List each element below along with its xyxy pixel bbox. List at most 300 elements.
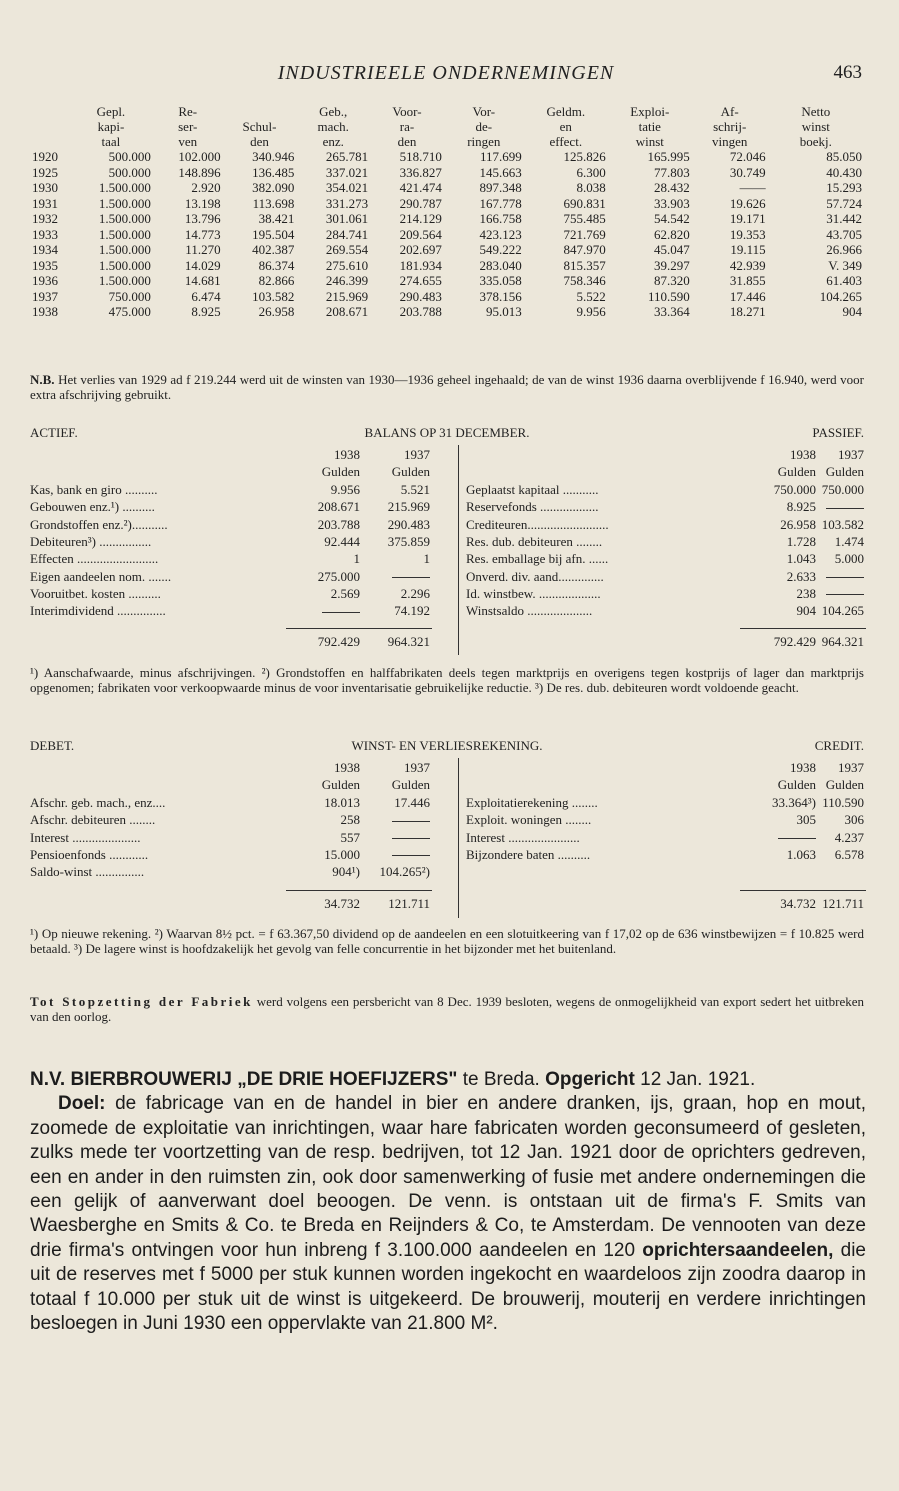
unit-heading: Gulden [391, 464, 430, 479]
account-label: Interimdividend ............... [30, 603, 166, 619]
account-value: 203.788 [317, 516, 360, 532]
value-cell: 758.346 [563, 273, 606, 288]
column-header-line: ringen [467, 134, 501, 149]
account-label: Pensioenfonds ............ [30, 846, 149, 862]
value-cell: 421.474 [399, 180, 442, 195]
year-cell: 1937 [32, 288, 58, 304]
account-value [392, 847, 430, 863]
value-cell: 62.820 [654, 226, 690, 242]
unit-heading: Gulden [321, 464, 360, 479]
value-cell: 38.421 [258, 211, 295, 226]
account-label: Interest ..................... [30, 829, 141, 845]
winst-footnote: ¹) Op nieuwe rekening. ²) Waarvan 8½ pct. = f 63.367,50 dividend op de aandeelen en een slotuitkeering van f 17,02 op de 636 winstbewijzen = f 10.825 werd betaald. ³) De lagere winst is hoofdzakelijk het gevolg van felle concurrentie in het bijzonder met het buitenland. [30, 926, 864, 956]
value-cell: 95.013 [486, 304, 522, 319]
table-row [30, 289, 864, 305]
account-value: 1.043 [786, 551, 816, 567]
account-value: 2.569 [330, 585, 360, 601]
account-value: 750.000 [821, 482, 864, 497]
year-cell: 1925 [32, 164, 58, 180]
value-cell: 336.827 [399, 164, 442, 180]
year-heading: 1937 [838, 760, 864, 775]
column-header-line: boekj. [799, 134, 832, 149]
account-label: Reservefonds .................. [466, 499, 599, 515]
value-cell: 45.047 [654, 242, 690, 257]
total-value: 121.711 [822, 895, 864, 911]
value-cell: 61.403 [826, 273, 862, 288]
value-cell: 1.500.000 [98, 211, 151, 226]
account-value: 15.000 [324, 846, 360, 862]
account-value: 2.296 [400, 585, 430, 601]
column-header-line: Voor- [392, 104, 422, 119]
account-value: 33.364³) [772, 795, 816, 810]
account-value: 4.237 [834, 829, 864, 845]
value-cell: 110.590 [648, 288, 690, 304]
account-value: 557 [340, 829, 360, 845]
value-cell: 86.374 [258, 257, 295, 273]
value-cell: 26.966 [826, 242, 862, 257]
value-cell: 269.554 [325, 242, 369, 257]
unit-heading: Gulden [391, 777, 430, 792]
company-entry [30, 1068, 866, 1336]
account-label: Id. winstbew. ................... [466, 585, 601, 601]
value-cell: 290.483 [399, 288, 442, 304]
year-cell: 1938 [32, 304, 58, 319]
table-row [30, 196, 864, 212]
value-cell: 17.446 [729, 288, 766, 304]
account-label: Res. dub. debiteuren ........ [466, 533, 603, 549]
value-cell: 77.803 [654, 164, 690, 180]
table-row [30, 242, 864, 258]
value-cell: 145.663 [479, 164, 522, 180]
value-cell: 274.655 [399, 273, 442, 288]
value-cell: 475.000 [108, 304, 151, 319]
account-value: 26.958 [780, 516, 816, 532]
value-cell: 283.040 [479, 257, 522, 273]
doel-paragraph [30, 1092, 866, 1336]
account-label: Crediteuren......................... [466, 516, 609, 532]
year-heading: 1938 [334, 760, 360, 775]
year-cell: 1931 [32, 195, 58, 211]
column-header-line: kapi- [97, 119, 125, 134]
value-cell: 28.432 [654, 180, 690, 195]
value-cell: 57.724 [826, 195, 862, 211]
account-value: 6.578 [834, 846, 864, 862]
account-value: 1.063 [786, 846, 816, 862]
value-cell: 13.198 [184, 195, 221, 211]
account-label: Bijzondere baten .......... [466, 846, 591, 862]
year-cell: 1920 [32, 149, 58, 164]
value-cell: 301.061 [325, 211, 369, 226]
doel-label: Doel: [58, 1093, 106, 1115]
account-value: 258 [340, 812, 360, 828]
table-row [30, 227, 864, 243]
value-cell: 290.787 [399, 195, 442, 211]
value-cell: 33.903 [654, 195, 690, 211]
column-header [69, 104, 153, 149]
account-label: Onverd. div. aand.............. [466, 568, 604, 584]
account-value [826, 569, 864, 585]
value-cell: 331.273 [325, 195, 369, 211]
value-cell: —— [739, 180, 766, 195]
value-cell: 42.939 [729, 257, 766, 273]
profit-loss-account [30, 738, 864, 918]
total-value: 964.321 [821, 634, 864, 650]
value-cell: 26.958 [258, 304, 295, 319]
unit-heading: Gulden [777, 777, 816, 792]
account-value: 305 [796, 812, 816, 828]
account-value: 306 [844, 812, 864, 828]
column-header-line: winst [635, 134, 664, 149]
value-cell: 31.855 [729, 273, 766, 288]
account-value: 2.633 [786, 568, 816, 584]
value-cell: 6.474 [191, 288, 221, 304]
year-cell: 1936 [32, 273, 58, 288]
value-cell: 113.698 [252, 195, 295, 211]
column-header-line: Netto [801, 104, 831, 119]
account-label: Afschr. debiteuren ........ [30, 812, 156, 828]
column-header-line: Gepl. [96, 104, 126, 119]
value-cell: V. 349 [828, 257, 862, 273]
value-cell: 1.500.000 [98, 195, 151, 211]
account-value: 18.013 [324, 795, 360, 810]
running-header [30, 62, 862, 92]
account-value: 5.521 [400, 482, 430, 497]
account-value: 238 [796, 585, 816, 601]
account-value [778, 830, 816, 846]
total-value: 34.732 [324, 895, 360, 911]
value-cell: 8.925 [191, 304, 221, 319]
table-row [30, 180, 864, 196]
account-label: Vooruitbet. kosten .......... [30, 585, 161, 601]
value-cell: 423.123 [479, 226, 522, 242]
value-cell: 847.970 [563, 242, 606, 257]
account-value: 1 [423, 551, 430, 567]
value-cell: 750.000 [108, 288, 151, 304]
account-label: Gebouwen enz.¹) .......... [30, 499, 155, 515]
founded-label: Opgericht [545, 1069, 635, 1090]
table-row [30, 149, 864, 165]
value-cell: 19.171 [729, 211, 766, 226]
column-header-line: taal [101, 134, 121, 149]
account-label: Winstsaldo .................... [466, 603, 593, 619]
value-cell: 102.000 [178, 149, 221, 164]
value-cell: 125.826 [563, 149, 606, 164]
column-header [608, 104, 692, 149]
column-header-line: schrij- [713, 119, 747, 134]
value-cell: 202.697 [399, 242, 442, 257]
year-cell: 1930 [32, 180, 58, 195]
table-row [30, 304, 864, 320]
year-heading: 1938 [790, 760, 816, 775]
value-cell: 208.671 [325, 304, 369, 319]
column-header-line: ser- [178, 119, 198, 134]
account-label: Afschr. geb. mach., enz.... [30, 795, 166, 810]
company-name: N.V. BIERBROUWERIJ „DE DRIE HOEFIJZERS" [30, 1069, 458, 1090]
value-cell: 13.796 [184, 211, 221, 226]
value-cell: 31.442 [826, 211, 862, 226]
year-heading: 1938 [790, 447, 816, 462]
value-cell: 721.769 [563, 226, 606, 242]
total-rule [286, 628, 432, 629]
account-value: 5.000 [834, 551, 864, 567]
value-cell: 755.485 [563, 211, 606, 226]
value-cell: 117.699 [480, 149, 522, 164]
account-value: 104.265 [821, 603, 864, 619]
column-header-line: de- [475, 119, 493, 134]
column-header-line: ra- [399, 119, 415, 134]
balans-title: BALANS OP 31 DECEMBER. [364, 425, 530, 440]
table-row [30, 258, 864, 274]
account-value: 104.265²) [379, 864, 430, 880]
year-cell: 1935 [32, 257, 58, 273]
nb-text: Het verlies van 1929 ad f 219.244 werd uit de winsten van 1930—1936 geheel ingehaald; de van de winst 1936 daarna overblijvende f 16.940, werd voor extra afschrijving gebruikt. [30, 372, 864, 402]
column-header-line: enz. [322, 134, 344, 149]
value-cell: 215.969 [325, 288, 369, 304]
value-cell: 39.297 [654, 257, 690, 273]
account-value [322, 603, 360, 619]
value-cell: 30.749 [729, 164, 766, 180]
company-place: te Breda. [457, 1069, 546, 1090]
value-cell: 166.758 [479, 211, 522, 226]
total-value: 964.321 [387, 634, 430, 650]
account-label: Geplaatst kapitaal ........... [466, 482, 599, 497]
value-cell: 87.320 [654, 273, 690, 288]
column-header [153, 104, 223, 149]
account-value: 17.446 [394, 795, 430, 810]
column-header-line: vingen [711, 134, 748, 149]
account-value [826, 499, 864, 515]
doel-text-1: de fabricage van en de handel in bier en andere dranken, ijs, graan, hop en mout, zoomede de exploitatie van inrichtingen, waar hare fabricaten worden geconsumeerd of gesleten, zulks mede ter voortzetting van de resp. bedrijven, tot 12 Jan. 1921 door de oprichters gedreven, een en ander in den ruimsten zin, ook door samenwerking of fusie met andere ondernemingen die een gelijk of aanverwant doel beoogen. De venn. is ontstaan uit de firma's F. Smits van Waesberghe en Smits & Co. te Breda en Reijnders & Co, te Amsterdam. De vennooten van deze drie firma's ontvingen voor hun inbreng f 3.100.000 aandeelen en 120 [30, 1093, 866, 1261]
value-cell: 340.946 [252, 149, 295, 164]
column-header-line: ven [178, 134, 198, 149]
value-cell: 275.610 [325, 257, 369, 273]
account-value: 8.925 [786, 499, 816, 515]
value-cell: 136.485 [252, 164, 295, 180]
stop-lead: Tot Stopzetting der Fabriek [30, 994, 253, 1009]
year-header [30, 104, 69, 149]
value-cell: 500.000 [108, 164, 151, 180]
value-cell: 82.866 [258, 273, 295, 288]
total-rule [286, 890, 432, 891]
year-cell: 1934 [32, 242, 58, 257]
column-header [692, 104, 768, 149]
account-value: 103.582 [821, 516, 864, 532]
value-cell: 19.626 [729, 195, 766, 211]
column-header-line: Schul- [242, 119, 277, 134]
column-header-line: den [397, 134, 417, 149]
account-label: Res. emballage bij afn. ...... [466, 551, 609, 567]
account-label: Interest ...................... [466, 829, 580, 845]
value-cell: 382.090 [252, 180, 295, 195]
value-cell: 40.430 [826, 164, 862, 180]
column-header-line: Exploi- [630, 104, 670, 119]
account-value: 904¹) [332, 864, 360, 880]
total-rule [740, 890, 866, 891]
account-value [392, 830, 430, 846]
nb-label: N.B. [30, 372, 55, 387]
value-cell: 14.029 [184, 257, 221, 273]
table-row [30, 273, 864, 289]
stop-text: werd volgens een persbericht van 8 Dec. 1939 besloten, wegens de onmogelijkheid van export sedert het uitbreken van den oorlog. [30, 994, 864, 1024]
account-label: Grondstoffen enz.²)........... [30, 516, 168, 532]
column-header [370, 104, 444, 149]
account-value [392, 569, 430, 585]
unit-heading: Gulden [321, 777, 360, 792]
value-cell: 2.920 [191, 180, 221, 195]
value-cell: 15.293 [826, 180, 862, 195]
column-header-line [223, 104, 297, 119]
value-cell: 246.399 [325, 273, 369, 288]
account-value: 110.590 [822, 795, 864, 810]
value-cell: 214.129 [399, 211, 442, 226]
account-label: Kas, bank en giro .......... [30, 482, 158, 497]
account-value: 904 [796, 603, 816, 619]
value-cell: 265.781 [325, 149, 369, 164]
unit-heading: Gulden [777, 464, 816, 479]
value-cell: 1.500.000 [98, 273, 151, 288]
value-cell: 815.357 [563, 257, 606, 273]
account-label: Debiteuren³) ................ [30, 533, 152, 549]
column-header-line: Af- [720, 104, 739, 119]
column-header [768, 104, 864, 149]
value-cell: 6.300 [576, 164, 606, 180]
value-cell: 19.115 [730, 242, 766, 257]
actief-title: ACTIEF. [30, 425, 78, 440]
header-title: INDUSTRIEELE ONDERNEMINGEN [277, 62, 615, 84]
nb-note [30, 372, 864, 402]
balans-footnote: ¹) Aanschafwaarde, minus afschrijvingen. ²) Grondstoffen en halffabrikaten deels tegen marktprijs en overigens tegen kostprijs of lager dan marktprijs opgenomen; fabrikaten voor verkoopwaarde minus de voor inventarisatie gebruikelijke reductie. ³) De res. dub. debiteuren wordt voldoende geacht. [30, 665, 864, 695]
value-cell: 378.156 [479, 288, 522, 304]
value-cell: 337.021 [325, 164, 369, 180]
value-cell: 54.542 [654, 211, 690, 226]
column-header-line: Geldm. [546, 104, 586, 119]
value-cell: 19.353 [729, 226, 766, 242]
unit-heading: Gulden [825, 464, 864, 479]
account-label: Exploit. woningen ........ [466, 812, 592, 828]
value-cell: 181.934 [399, 257, 442, 273]
column-header-line: tatie [638, 119, 661, 134]
value-cell: 402.387 [252, 242, 295, 257]
value-cell: 43.705 [826, 226, 862, 242]
value-cell: 8.038 [576, 180, 606, 195]
doel-text-2: die uit de reserves met f 5000 per stuk kunnen worden ingekocht en waardeloos zijn zoodra daarop in totaal f 10.000 per stuk uit de winst is uitgekeerd. De brouwerij, mouterij en verdere inrichtingen besloegen in Juni 1930 een oppervlakte van 21.800 M². [30, 1239, 866, 1335]
column-header-line: en [559, 119, 572, 134]
value-cell: 33.364 [654, 304, 690, 319]
value-cell: 148.896 [178, 164, 221, 180]
column-header-line: mach. [317, 119, 349, 134]
column-header-line: effect. [549, 134, 583, 149]
total-value: 121.711 [388, 895, 430, 911]
company-heading [30, 1068, 866, 1092]
account-value: 1.474 [834, 533, 864, 549]
value-cell: 104.265 [819, 288, 862, 304]
value-cell: 203.788 [399, 304, 442, 319]
value-cell: 9.956 [576, 304, 606, 319]
account-label: Eigen aandeelen nom. ....... [30, 568, 172, 584]
column-header-line: Geb., [319, 104, 348, 119]
table-row [30, 165, 864, 181]
account-value: 215.969 [387, 499, 430, 515]
value-cell: 195.504 [252, 226, 295, 242]
account-value: 1 [353, 551, 360, 567]
table-row [30, 211, 864, 227]
statistics-table [30, 104, 864, 320]
value-cell: 85.050 [826, 149, 862, 164]
value-cell: 335.058 [479, 273, 522, 288]
account-value: 74.192 [394, 603, 430, 619]
account-label: Exploitatierekening ........ [466, 795, 598, 810]
debet-title: DEBET. [30, 738, 75, 753]
account-value: 275.000 [317, 568, 360, 584]
total-value: 34.732 [780, 895, 816, 911]
total-value: 792.429 [317, 634, 360, 650]
column-header [296, 104, 370, 149]
value-cell: 167.778 [479, 195, 522, 211]
value-cell: 11.270 [185, 242, 221, 257]
value-cell: 14.773 [184, 226, 221, 242]
balance-sheet [30, 425, 864, 660]
total-value: 792.429 [773, 634, 816, 650]
column-header [223, 104, 297, 149]
value-cell: 897.348 [479, 180, 522, 195]
value-cell: 209.564 [399, 226, 442, 242]
value-cell: 904 [842, 304, 862, 319]
column-header [524, 104, 608, 149]
year-heading: 1937 [838, 447, 864, 462]
credit-title: CREDIT. [814, 738, 864, 753]
value-cell: 284.741 [325, 226, 369, 242]
winst-title: WINST- EN VERLIESREKENING. [351, 738, 543, 753]
column-header-line: Vor- [472, 104, 496, 119]
account-value [826, 586, 864, 602]
account-value: 92.444 [324, 533, 360, 549]
passief-title: PASSIEF. [812, 425, 864, 440]
column-header [444, 104, 524, 149]
account-value: 290.483 [387, 516, 430, 532]
year-cell: 1933 [32, 226, 58, 242]
value-cell: 5.522 [576, 288, 606, 304]
account-value: 750.000 [773, 482, 816, 497]
stop-note [30, 994, 864, 1024]
account-label: Effecten ......................... [30, 551, 159, 567]
page-number: 463 [833, 62, 862, 83]
year-heading: 1937 [404, 447, 430, 462]
unit-heading: Gulden [825, 777, 864, 792]
value-cell: 354.021 [325, 180, 369, 195]
value-cell: 500.000 [108, 149, 151, 164]
account-value: 208.671 [317, 499, 360, 515]
column-header-line: Re- [178, 104, 198, 119]
value-cell: 690.831 [563, 195, 606, 211]
total-rule [740, 628, 866, 629]
year-heading: 1937 [404, 760, 430, 775]
value-cell: 549.222 [479, 242, 522, 257]
doel-bold: oprichtersaandeelen, [642, 1239, 834, 1261]
value-cell: 72.046 [729, 149, 766, 164]
account-value [392, 812, 430, 828]
value-cell: 518.710 [399, 149, 442, 164]
value-cell: 103.582 [252, 288, 295, 304]
value-cell: 165.995 [647, 149, 690, 164]
founded-date: 12 Jan. 1921. [634, 1069, 756, 1090]
column-header-line: winst [801, 119, 830, 134]
account-label: Saldo-winst ............... [30, 864, 145, 880]
year-heading: 1938 [334, 447, 360, 462]
value-cell: 1.500.000 [98, 242, 151, 257]
value-cell: 1.500.000 [98, 257, 151, 273]
year-cell: 1932 [32, 211, 58, 226]
value-cell: 1.500.000 [98, 180, 151, 195]
